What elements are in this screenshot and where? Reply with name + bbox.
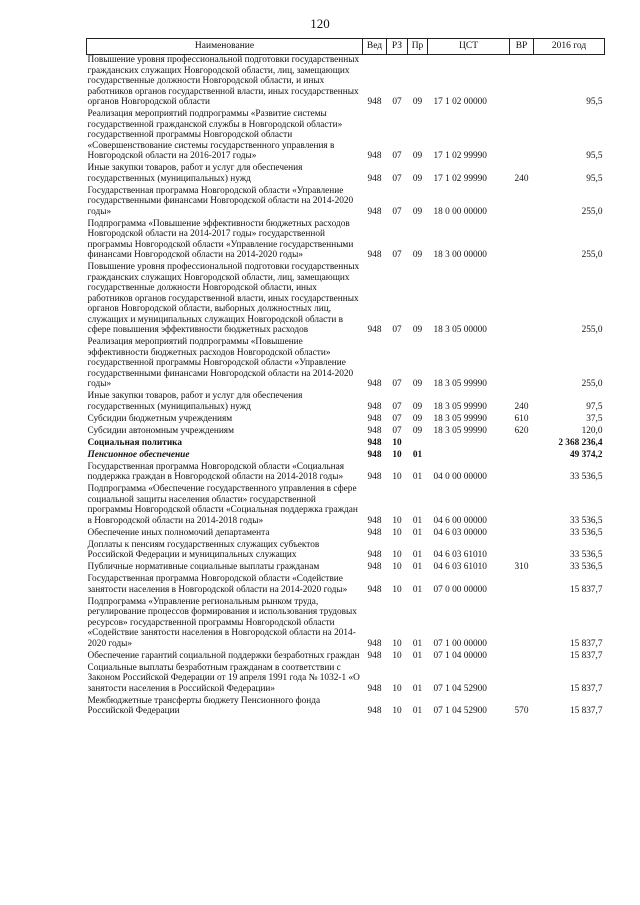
table-row (87, 109, 605, 163)
row-ved: 948 (367, 562, 382, 572)
header-pr: Пр (408, 39, 428, 55)
row-vr: 310 (514, 562, 529, 572)
row-rz: 07 (392, 325, 402, 335)
row-cst: 04 6 00 00000 (433, 515, 487, 526)
row-cst (428, 438, 510, 450)
row-ved: 948 (367, 472, 382, 482)
table-header-row (87, 39, 605, 55)
table-row (87, 562, 605, 574)
row-name: Подпрограмма «Обеспечение государственного управления в сфере социальной защиты населения области» государственной программы Новгородской области «Социальная поддержка граждан в Новгородской области на 2014-2018 годы» (87, 484, 358, 526)
header-cst: ЦСТ (428, 39, 510, 55)
row-rz: 10 (392, 683, 402, 694)
row-pr: 01 (412, 550, 423, 560)
row-pr (408, 438, 428, 450)
row-vr (510, 540, 534, 563)
row-vr (510, 219, 534, 263)
row-vr (510, 438, 534, 450)
table-row (87, 186, 605, 219)
table-row (87, 574, 605, 597)
row-ved: 948 (367, 527, 382, 538)
row-pr: 01 (412, 472, 423, 482)
row-rz: 10 (392, 527, 402, 538)
row-ved: 948 (367, 584, 382, 595)
row-pr: 01 (412, 527, 423, 538)
row-cst: 18 3 05 99990 (433, 401, 487, 412)
row-rz: 07 (392, 206, 402, 217)
row-ved: 948 (367, 706, 382, 716)
row-amount: 33 536,5 (569, 472, 603, 482)
header-vr: ВР (510, 39, 534, 55)
row-vr (510, 462, 534, 485)
row-rz: 07 (392, 97, 402, 107)
row-cst: 18 3 05 99990 (433, 413, 487, 424)
row-name: Социальные выплаты безработным гражданам в соответствии с Законом Российской Федерации от 19 апреля 1991 года № 1032-1 «О занятости населения в Российской Федерации» (87, 662, 360, 694)
table-row (87, 462, 605, 485)
row-ved: 948 (367, 683, 382, 694)
row-vr (510, 651, 534, 663)
row-amount: 97,5 (586, 401, 603, 412)
row-pr: 09 (412, 379, 423, 389)
row-rz: 07 (392, 250, 402, 260)
row-name: Иные закупки товаров, работ и услуг для обеспечения государственных (муниципальных) нужд (87, 391, 303, 412)
row-rz: 10 (392, 638, 402, 649)
row-vr (510, 484, 534, 528)
row-pr: 09 (412, 151, 423, 161)
row-ved: 948 (367, 515, 382, 526)
row-pr: 09 (412, 413, 423, 424)
row-vr: 620 (514, 425, 529, 436)
row-cst: 07 0 00 00000 (433, 584, 487, 595)
row-name: Субсидии бюджетным учреждениям (87, 413, 233, 424)
row-amount: 95,5 (586, 173, 603, 184)
row-rz: 07 (392, 425, 402, 436)
row-name: Государственная программа Новгородской области «Управление государственными финансами Новгородской области на 2014-2020 годы» (87, 185, 354, 217)
header-amount: 2016 год (534, 39, 605, 55)
header-rz: РЗ (387, 39, 408, 55)
row-rz: 07 (392, 401, 402, 412)
row-amount: 255,0 (581, 250, 603, 260)
row-ved: 948 (367, 413, 382, 424)
header-ved: Вед (363, 39, 387, 55)
row-ved: 948 (367, 206, 382, 217)
row-name: Межбюджетные трансферты бюджету Пенсионного фонда Российской Федерации (87, 695, 321, 716)
row-name: Повышение уровня профессиональной подготовки государственных гражданских служащих Новгородской области, лиц, замещающих государственные должности Новгородской области, и иных работников органов государственной власти, иных государственных органов Новгородской области (87, 55, 360, 107)
row-cst: 07 1 04 52900 (433, 706, 487, 716)
row-rz: 10 (392, 550, 402, 560)
row-cst: 04 0 00 00000 (433, 472, 487, 482)
row-ved: 948 (367, 325, 382, 335)
row-vr (510, 528, 534, 540)
row-name: Реализация мероприятий подпрограммы «Повышение эффективности бюджетных расходов Новгородской области» государственной программы Новгородской области «Управление государственными финансами Новгородской области на 2014-2020 годы» (87, 337, 354, 389)
table-row (87, 663, 605, 696)
row-name: Государственная программа Новгородской области «Содействие занятости населения в Новгородской области на 2014-2020 годы» (87, 574, 348, 595)
table-row (87, 484, 605, 528)
row-pr: 09 (412, 173, 423, 184)
row-vr (510, 337, 534, 391)
row-vr: 240 (514, 173, 529, 184)
row-rz: 10 (392, 515, 402, 526)
row-vr: 570 (514, 706, 529, 716)
row-ved: 948 (367, 437, 382, 448)
row-amount: 255,0 (581, 379, 603, 389)
row-name: Иные закупки товаров, работ и услуг для обеспечения государственных (муниципальных) нужд (87, 163, 303, 184)
table-row (87, 391, 605, 414)
table-body (87, 55, 605, 719)
row-ved: 948 (367, 449, 382, 460)
row-cst: 07 1 00 00000 (433, 638, 487, 649)
row-vr (510, 262, 534, 337)
row-cst: 17 1 02 99990 (433, 151, 487, 161)
row-pr: 09 (412, 250, 423, 260)
row-amount: 95,5 (586, 97, 603, 107)
row-name: Субсидии автономным учреждениям (87, 425, 234, 436)
row-name: Доплаты к пенсиям государственных служащих субъектов Российской Федерации и муниципальных служащих (87, 539, 320, 560)
row-amount: 2 368 236,4 (558, 437, 603, 448)
row-name: Повышение уровня профессиональной подготовки государственных гражданских служащих Новгородской области, лиц, замещающих государственные должности Новгородской области, иных работников органов государственной власти, иных государственных органов Новгородской области, выборных должностных лиц, служащих и муниципальных служащих Новгородской области в сфере повышения эффективности бюджетных расходов (87, 262, 360, 335)
row-rz: 10 (392, 650, 402, 661)
row-pr: 01 (412, 449, 423, 460)
row-amount: 33 536,5 (569, 550, 603, 560)
row-ved: 948 (367, 250, 382, 260)
row-rz: 07 (392, 413, 402, 424)
row-cst: 04 6 03 61010 (433, 550, 487, 560)
table-row (87, 540, 605, 563)
row-pr: 01 (412, 562, 423, 572)
row-rz: 10 (392, 437, 402, 448)
row-pr: 01 (412, 683, 423, 694)
row-pr: 09 (412, 325, 423, 335)
row-rz: 10 (392, 449, 402, 460)
table-row (87, 651, 605, 663)
row-vr (510, 186, 534, 219)
row-amount: 33 536,5 (569, 515, 603, 526)
row-name: Пенсионное обеспечение (87, 449, 190, 460)
row-amount: 255,0 (581, 206, 603, 217)
row-cst: 18 3 00 00000 (433, 250, 487, 260)
row-vr (510, 663, 534, 696)
table-row (87, 262, 605, 337)
row-amount: 15 837,7 (569, 683, 603, 694)
row-pr: 01 (412, 706, 423, 716)
row-amount: 15 837,7 (569, 650, 603, 661)
row-pr: 01 (412, 638, 423, 649)
row-amount: 15 837,7 (569, 584, 603, 595)
row-rz: 10 (392, 472, 402, 482)
row-name: Реализация мероприятий подпрограммы «Развитие системы государственной гражданской службы в Новгородской области» государственной программы Новгородской области «Совершенствование системы государственного управления в Новгородской области на 2016-2017 годы» (87, 109, 343, 161)
row-rz: 07 (392, 151, 402, 161)
row-vr: 610 (514, 413, 529, 424)
row-cst: 17 1 02 00000 (433, 97, 487, 107)
row-ved: 948 (367, 401, 382, 412)
row-amount: 15 837,7 (569, 638, 603, 649)
row-ved: 948 (367, 650, 382, 661)
row-ved: 948 (367, 173, 382, 184)
row-vr (510, 574, 534, 597)
row-rz: 10 (392, 562, 402, 572)
header-name: Наименование (87, 39, 363, 55)
table-row (87, 528, 605, 540)
row-pr: 01 (412, 650, 423, 661)
table-row (87, 450, 605, 462)
row-ved: 948 (367, 379, 382, 389)
row-pr: 09 (412, 401, 423, 412)
table-row (87, 219, 605, 263)
row-amount: 95,5 (586, 151, 603, 161)
row-cst: 18 3 05 99990 (433, 425, 487, 436)
table-row (87, 55, 605, 110)
row-cst: 18 3 05 99990 (433, 379, 487, 389)
row-cst: 04 6 03 00000 (433, 527, 487, 538)
row-pr: 01 (412, 584, 423, 595)
row-pr: 09 (412, 206, 423, 217)
row-amount: 33 536,5 (569, 527, 603, 538)
table-row (87, 414, 605, 426)
row-rz: 07 (392, 173, 402, 184)
row-vr (510, 55, 534, 110)
row-cst: 17 1 02 99990 (433, 173, 487, 184)
row-pr: 09 (412, 425, 423, 436)
row-amount: 33 536,5 (569, 562, 603, 572)
row-pr: 09 (412, 97, 423, 107)
row-rz: 10 (392, 584, 402, 595)
table-row (87, 163, 605, 186)
row-amount: 120,0 (581, 425, 603, 436)
row-ved: 948 (367, 97, 382, 107)
row-amount: 15 837,7 (569, 706, 603, 716)
table-row (87, 426, 605, 438)
row-vr: 240 (514, 401, 529, 412)
row-ved: 948 (367, 638, 382, 649)
row-name: Подпрограмма «Управление региональным рынком труда, регулирование процессов формирования и использования трудовых ресурсов» государственной программы Новгородской области «Содействие занятости населения в Новгородской области на 2014-2020 годы» (87, 596, 357, 649)
row-ved: 948 (367, 151, 382, 161)
row-rz: 07 (392, 379, 402, 389)
row-name: Социальная политика (87, 437, 183, 448)
row-name: Публичные нормативные социальные выплаты гражданам (87, 562, 320, 572)
row-vr (510, 597, 534, 651)
row-amount: 37,5 (586, 413, 603, 424)
row-ved: 948 (367, 550, 382, 560)
row-name: Подпрограмма «Повышение эффективности бюджетных расходов Новгородской области на 2014-2017 годы» государственной программы Новгородской области «Управление государственными финансами Новгородской области на 2014-2020 годы» (87, 218, 354, 260)
row-cst: 04 6 03 61010 (433, 562, 487, 572)
row-cst: 07 1 04 00000 (433, 650, 487, 661)
page-number: 120 (310, 16, 330, 31)
row-vr (510, 450, 534, 462)
row-name: Государственная программа Новгородской области «Социальная поддержка граждан в Новгородской области на 2014-2018 годы» (87, 461, 345, 482)
row-amount: 49 374,2 (569, 449, 603, 460)
row-amount: 255,0 (581, 325, 603, 335)
row-vr (510, 109, 534, 163)
row-cst: 07 1 04 52900 (433, 683, 487, 694)
row-cst: 18 0 00 00000 (433, 206, 487, 217)
table-row (87, 597, 605, 651)
table-row (87, 438, 605, 450)
row-cst (428, 450, 510, 462)
row-pr: 01 (412, 515, 423, 526)
table-row (87, 696, 605, 719)
row-name: Обеспечение иных полномочий департамента (87, 527, 270, 538)
row-ved: 948 (367, 425, 382, 436)
budget-table (86, 38, 605, 718)
table-row (87, 337, 605, 391)
row-name: Обеспечение гарантий социальной поддержки безработных граждан (87, 650, 360, 661)
row-cst: 18 3 05 00000 (433, 325, 487, 335)
row-rz: 10 (392, 706, 402, 716)
